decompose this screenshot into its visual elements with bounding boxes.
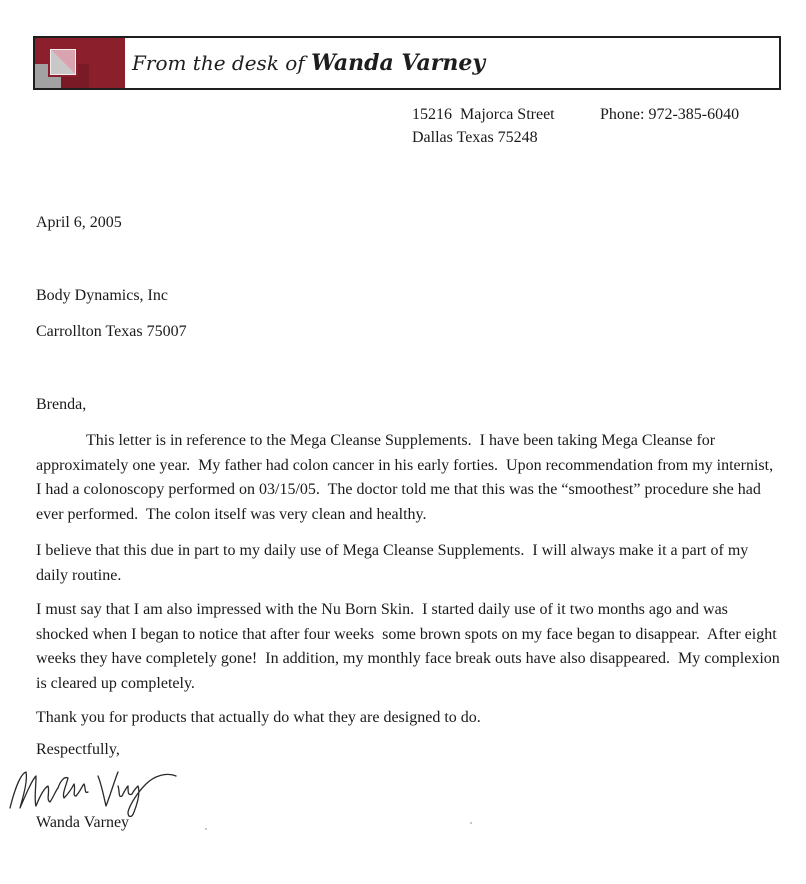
letterhead-prefix: From the desk of: [132, 51, 305, 75]
handwritten-signature: [6, 762, 182, 822]
closing: Respectfully,: [36, 741, 120, 758]
signer-name: Wanda Varney: [36, 814, 130, 831]
sender-city: Dallas Texas 75248: [412, 129, 538, 146]
scan-speck: [470, 822, 472, 824]
salutation: Brenda,: [36, 396, 87, 413]
letter-date: April 6, 2005: [36, 214, 122, 231]
sender-phone: Phone: 972-385-6040: [600, 106, 740, 123]
quilt-square-logo: [35, 38, 89, 88]
body-paragraph-4: Thank you for products that actually do what they are designed to do.: [36, 709, 481, 726]
letterhead: [33, 36, 781, 90]
letterhead-title: [132, 50, 485, 76]
recipient-company: Body Dynamics, Inc: [36, 287, 168, 304]
body-paragraph-3: I must say that I am also impressed with the Nu Born Skin. I started daily use of it two months ago and was shocked when I began to notice that after four weeks some brown spots on my face began to disappear. After eight weeks they have completely gone! In addition, my monthly face break outs have also disappeared. My complexion is cleared up completely.: [36, 601, 784, 692]
sender-street: 15216 Majorca Street: [412, 106, 555, 123]
letterhead-accent-band: [89, 38, 125, 88]
sender-address: [412, 103, 555, 149]
scan-speck: [205, 828, 207, 830]
recipient-city: Carrollton Texas 75007: [36, 323, 187, 340]
body-paragraph-1: This letter is in reference to the Mega Cleanse Supplements. I have been taking Mega Cleanse for approximately one year. My father had colon cancer in his early forties. Upon recommendation from my internist, I had a colonoscopy performed on 03/15/05. The doctor told me that this was the “smoothest” procedure she had ever performed. The colon itself was very clean and healthy.: [36, 432, 778, 523]
body-paragraph-2: I believe that this due in part to my daily use of Mega Cleanse Supplements. I will always make it a part of my daily routine.: [36, 542, 753, 584]
letterhead-name: Wanda Varney: [311, 50, 486, 76]
